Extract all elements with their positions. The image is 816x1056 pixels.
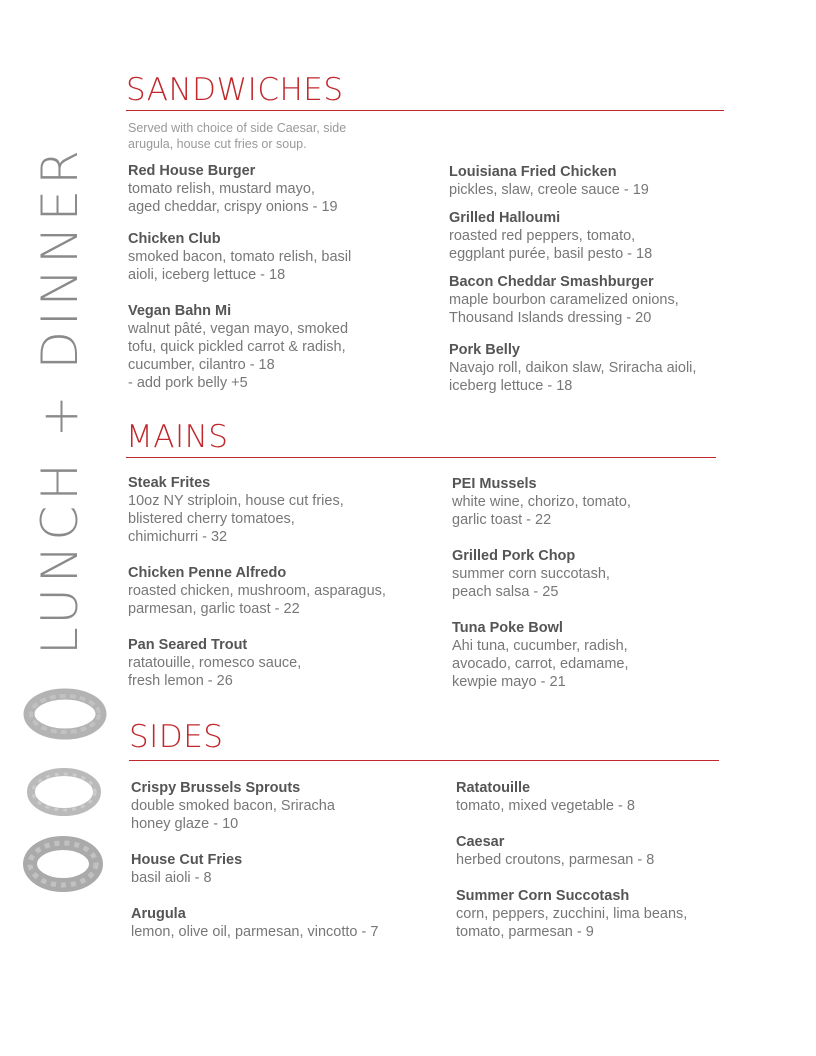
menu-item	[128, 564, 428, 618]
item-name: Pork Belly	[449, 342, 520, 358]
item-desc: maple bourbon caramelized onions, Thousand Islands dressing - 20	[449, 292, 679, 326]
item-name: House Cut Fries	[131, 852, 243, 868]
item-desc: pickles, slaw, creole sauce - 19	[449, 182, 649, 198]
menu-item	[131, 779, 431, 833]
item-name: Arugula	[131, 906, 186, 922]
menu-item	[449, 209, 749, 263]
item-name: Bacon Cheddar Smashburger	[449, 274, 654, 290]
item-name: Red House Burger	[128, 163, 256, 179]
menu-item	[128, 302, 428, 392]
item-desc: summer corn succotash, peach salsa - 25	[452, 566, 610, 600]
item-desc: ratatouille, romesco sauce, fresh lemon - 26	[128, 655, 302, 689]
menu-item	[128, 474, 428, 546]
brush-ring-1-icon	[22, 684, 108, 744]
menu-item	[128, 230, 428, 284]
item-desc: Ahi tuna, cucumber, radish, avocado, carrot, edamame, kewpie mayo - 21	[452, 638, 629, 690]
item-desc: roasted chicken, mushroom, asparagus, parmesan, garlic toast - 22	[128, 583, 386, 617]
item-name: Pan Seared Trout	[128, 637, 248, 653]
item-name: Louisiana Fried Chicken	[449, 164, 617, 180]
menu-item	[128, 162, 428, 216]
mains-title: MAINS	[126, 419, 229, 455]
item-desc: basil aioli - 8	[131, 870, 212, 886]
menu-item	[131, 851, 431, 887]
item-desc: herbed croutons, parmesan - 8	[456, 852, 655, 868]
menu-item	[452, 619, 752, 691]
menu-item	[452, 547, 752, 601]
item-desc: white wine, chorizo, tomato, garlic toast - 22	[452, 494, 631, 528]
item-desc: tomato, mixed vegetable - 8	[456, 798, 635, 814]
menu-item	[456, 887, 756, 941]
menu-item	[128, 636, 428, 690]
item-desc: corn, peppers, zucchini, lima beans, tomato, parmesan - 9	[456, 906, 688, 940]
item-name: Grilled Halloumi	[449, 210, 561, 226]
item-name: Tuna Poke Bowl	[452, 620, 563, 636]
item-name: Vegan Bahn Mi	[128, 303, 232, 319]
item-name: Chicken Penne Alfredo	[128, 565, 287, 581]
item-name: Crispy Brussels Sprouts	[131, 780, 301, 796]
item-name: Chicken Club	[128, 231, 221, 247]
brush-ring-3-icon	[22, 834, 104, 894]
item-desc: roasted red peppers, tomato, eggplant purée, basil pesto - 18	[449, 228, 653, 262]
menu-item	[456, 833, 756, 869]
menu-item	[131, 905, 431, 941]
item-name: Grilled Pork Chop	[452, 548, 576, 564]
item-desc: double smoked bacon, Sriracha honey glaze - 10	[131, 798, 335, 832]
sandwiches-rule	[126, 110, 724, 111]
vertical-title: LUNCH + DINNER	[31, 145, 89, 655]
item-name: Steak Frites	[128, 475, 211, 491]
item-desc: lemon, olive oil, parmesan, vincotto - 7	[131, 924, 379, 940]
item-name: PEI Mussels	[452, 476, 537, 492]
menu-item	[452, 475, 752, 529]
brush-ring-2-icon	[24, 764, 104, 820]
menu-item	[449, 273, 749, 327]
menu-item	[456, 779, 756, 815]
item-desc: smoked bacon, tomato relish, basil aioli, iceberg lettuce - 18	[128, 249, 352, 283]
sandwiches-note: Served with choice of side Caesar, side arugula, house cut fries or soup.	[128, 121, 347, 151]
item-desc: walnut pâté, vegan mayo, smoked tofu, quick pickled carrot & radish, cucumber, cilantro - 18 - add pork belly +5	[128, 321, 349, 391]
mains-rule	[126, 457, 716, 458]
sides-rule	[129, 760, 719, 761]
sides-title: SIDES	[129, 719, 224, 755]
item-desc: tomato relish, mustard mayo, aged cheddar, crispy onions - 19	[128, 181, 338, 215]
menu-item	[449, 163, 749, 199]
menu-item	[449, 341, 749, 395]
item-desc: Navajo roll, daikon slaw, Sriracha aioli, iceberg lettuce - 18	[449, 360, 697, 394]
item-desc: 10oz NY striploin, house cut fries, blistered cherry tomatoes, chimichurri - 32	[128, 493, 344, 545]
sandwiches-title: SANDWICHES	[126, 72, 344, 108]
item-name: Summer Corn Succotash	[456, 888, 630, 904]
item-name: Ratatouille	[456, 780, 531, 796]
item-name: Caesar	[456, 834, 505, 850]
